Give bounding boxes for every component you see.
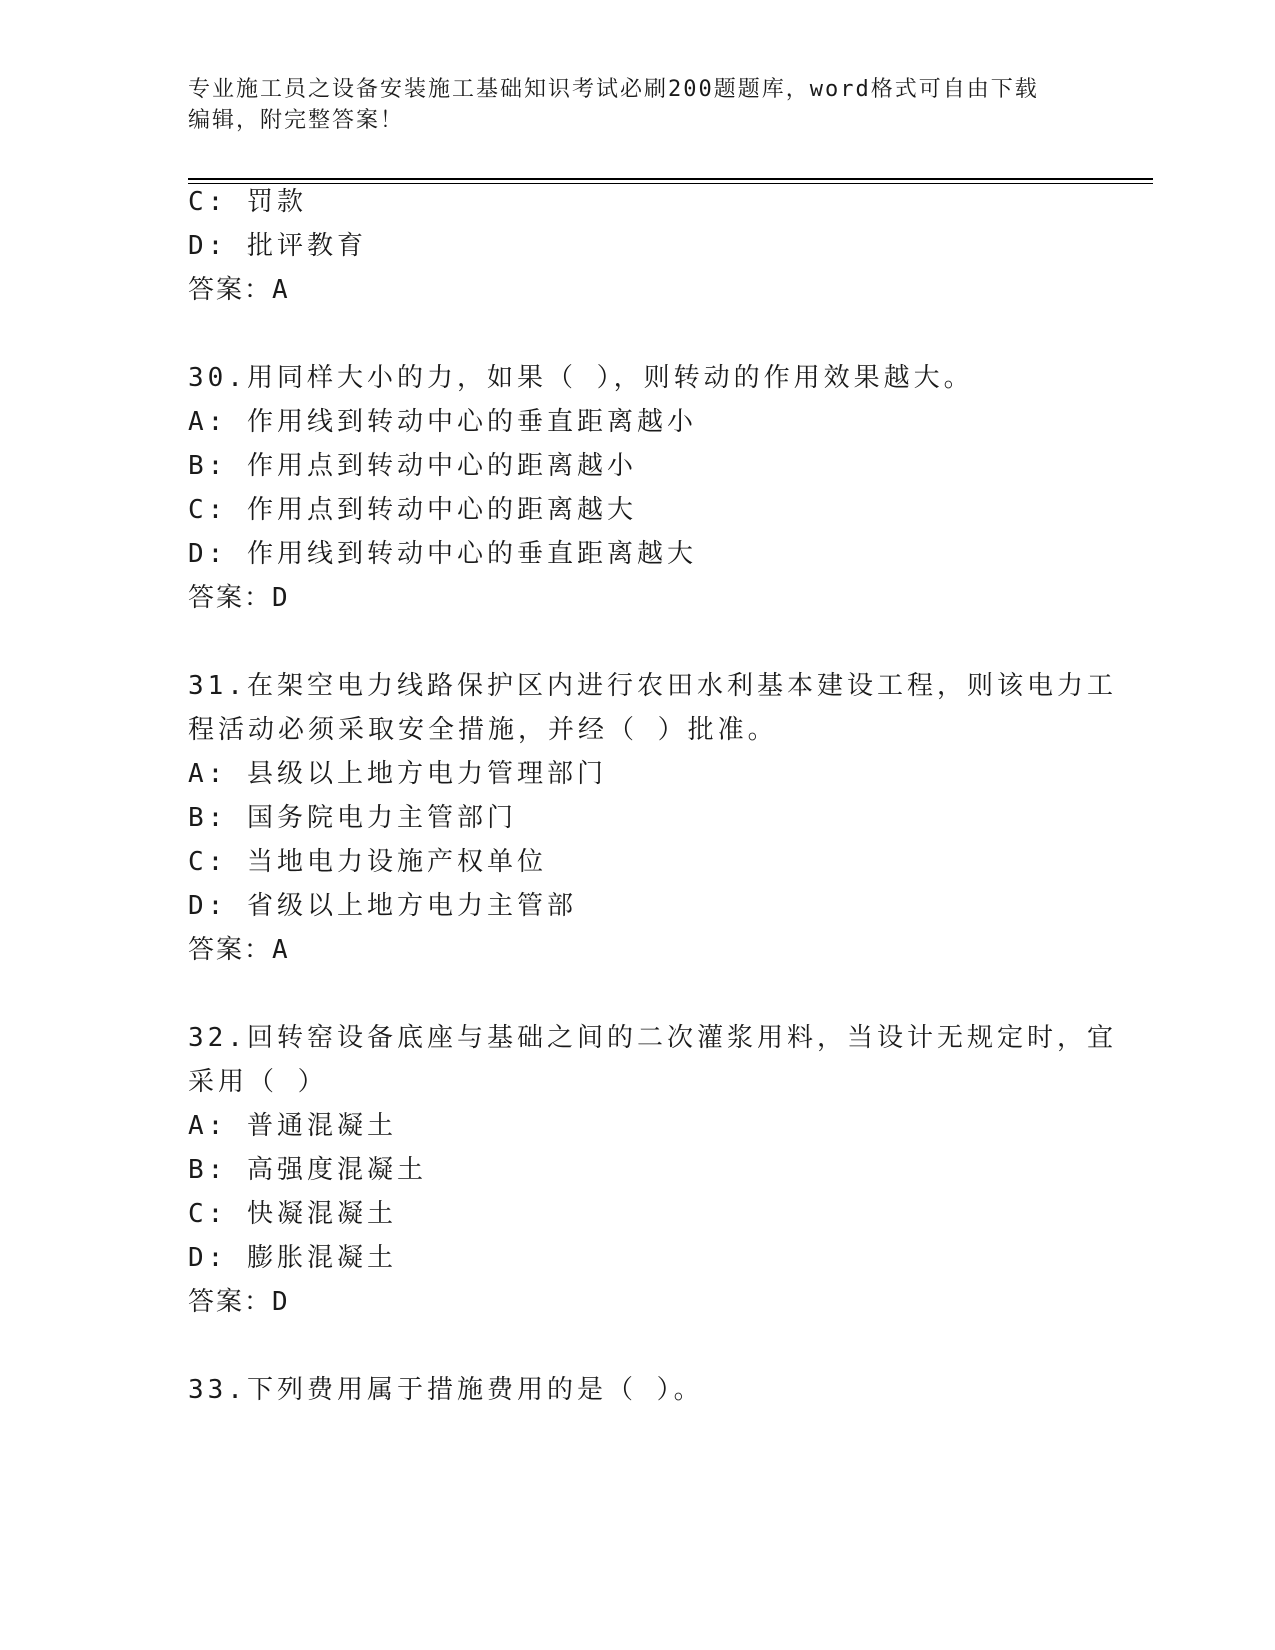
q31-option-a: A: 县级以上地方电力管理部门 (188, 759, 607, 789)
q31-stem-line2: 程活动必须采取安全措施，并经（ ）批准。 (188, 715, 778, 745)
q32-option-c: C: 快凝混凝土 (188, 1199, 397, 1229)
q32-option-b: B: 高强度混凝土 (188, 1155, 427, 1185)
q30-stem: 30.用同样大小的力，如果（ ），则转动的作用效果越大。 (188, 363, 974, 393)
q30-option-d: D: 作用线到转动中心的垂直距离越大 (188, 539, 697, 569)
q30-option-a: A: 作用线到转动中心的垂直距离越小 (188, 407, 697, 437)
q32-stem-line1: 32.回转窑设备底座与基础之间的二次灌浆用料，当设计无规定时，宜 (188, 1023, 1117, 1053)
q31-answer: 答案：A (188, 935, 290, 965)
prev-option-c: C: 罚款 (188, 187, 307, 217)
q32-stem-line2: 采用（ ） (188, 1067, 328, 1097)
header-rule-thin (188, 183, 1153, 184)
q31-stem-line1: 31.在架空电力线路保护区内进行农田水利基本建设工程，则该电力工 (188, 671, 1117, 701)
q31-option-d: D: 省级以上地方电力主管部 (188, 891, 577, 921)
q31-option-c: C: 当地电力设施产权单位 (188, 847, 547, 877)
header-rule-thick (188, 178, 1153, 180)
q33-stem: 33.下列费用属于措施费用的是（ ）。 (188, 1375, 704, 1405)
q32-option-d: D: 膨胀混凝土 (188, 1243, 397, 1273)
q32-option-a: A: 普通混凝土 (188, 1111, 397, 1141)
q31-option-b: B: 国务院电力主管部门 (188, 803, 517, 833)
header-title-line2: 编辑，附完整答案！ (188, 108, 405, 133)
header-title-line1: 专业施工员之设备安装施工基础知识考试必刷200题题库，word格式可自由下载 (188, 77, 1039, 102)
q30-option-c: C: 作用点到转动中心的距离越大 (188, 495, 637, 525)
prev-option-d: D: 批评教育 (188, 231, 367, 261)
q30-option-b: B: 作用点到转动中心的距离越小 (188, 451, 637, 481)
prev-answer: 答案：A (188, 275, 290, 305)
q32-answer: 答案：D (188, 1287, 290, 1317)
document-header (188, 74, 1088, 136)
q30-answer: 答案：D (188, 583, 290, 613)
